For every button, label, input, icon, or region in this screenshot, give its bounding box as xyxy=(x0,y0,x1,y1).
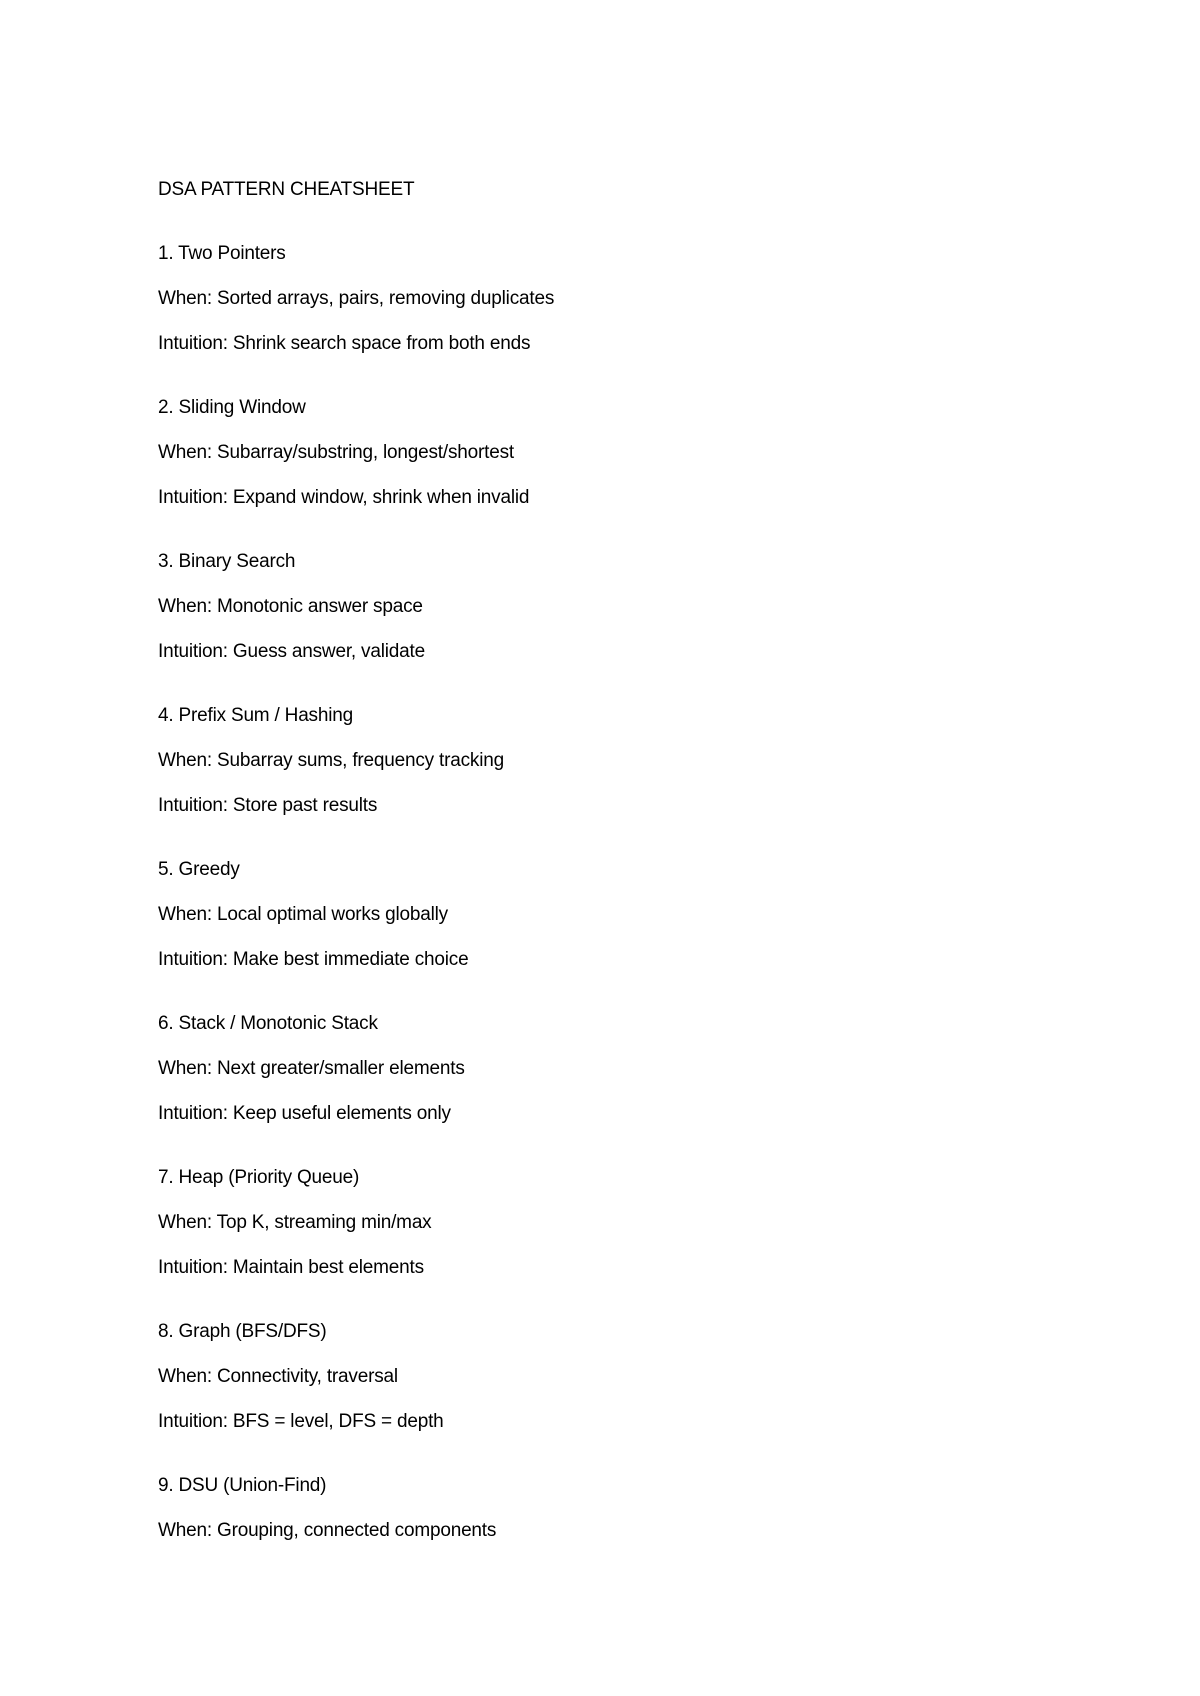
pattern-intuition: Intuition: Store past results xyxy=(158,795,378,816)
pattern-when: When: Subarray/substring, longest/shortest xyxy=(158,442,514,463)
pattern-when: When: Next greater/smaller elements xyxy=(158,1058,465,1079)
pattern-heading: 6. Stack / Monotonic Stack xyxy=(158,1013,378,1034)
pattern-intuition: Intuition: Maintain best elements xyxy=(158,1257,424,1278)
pattern-heading: 1. Two Pointers xyxy=(158,243,286,264)
pattern-section-binary-search xyxy=(158,550,1058,664)
document-content xyxy=(158,178,1058,1543)
pattern-intuition: Intuition: Make best immediate choice xyxy=(158,949,469,970)
pattern-section-dsu xyxy=(158,1474,1058,1543)
pattern-section-greedy xyxy=(158,858,1058,972)
pattern-heading: 9. DSU (Union-Find) xyxy=(158,1475,327,1496)
pattern-when: When: Local optimal works globally xyxy=(158,904,448,925)
pattern-intuition: Intuition: BFS = level, DFS = depth xyxy=(158,1411,444,1432)
pattern-when: When: Subarray sums, frequency tracking xyxy=(158,750,504,771)
pattern-when: When: Grouping, connected components xyxy=(158,1520,497,1541)
pattern-intuition: Intuition: Guess answer, validate xyxy=(158,641,425,662)
document-title: DSA PATTERN CHEATSHEET xyxy=(158,179,415,200)
pattern-intuition: Intuition: Keep useful elements only xyxy=(158,1103,451,1124)
pattern-section-stack xyxy=(158,1012,1058,1126)
pattern-heading: 7. Heap (Priority Queue) xyxy=(158,1167,360,1188)
pattern-when: When: Monotonic answer space xyxy=(158,596,423,617)
pattern-heading: 3. Binary Search xyxy=(158,551,296,572)
pattern-heading: 4. Prefix Sum / Hashing xyxy=(158,705,353,726)
pattern-heading: 2. Sliding Window xyxy=(158,397,306,418)
pattern-when: When: Connectivity, traversal xyxy=(158,1366,398,1387)
pattern-section-graph xyxy=(158,1320,1058,1434)
pattern-intuition: Intuition: Shrink search space from both ends xyxy=(158,333,531,354)
pattern-section-prefix-sum-hashing xyxy=(158,704,1058,818)
pattern-when: When: Top K, streaming min/max xyxy=(158,1212,432,1233)
pattern-intuition: Intuition: Expand window, shrink when invalid xyxy=(158,487,530,508)
pattern-heading: 5. Greedy xyxy=(158,859,240,880)
pattern-when: When: Sorted arrays, pairs, removing duplicates xyxy=(158,288,555,309)
pattern-section-heap xyxy=(158,1166,1058,1280)
pattern-section-two-pointers xyxy=(158,242,1058,356)
pattern-section-sliding-window xyxy=(158,396,1058,510)
pattern-heading: 8. Graph (BFS/DFS) xyxy=(158,1321,327,1342)
